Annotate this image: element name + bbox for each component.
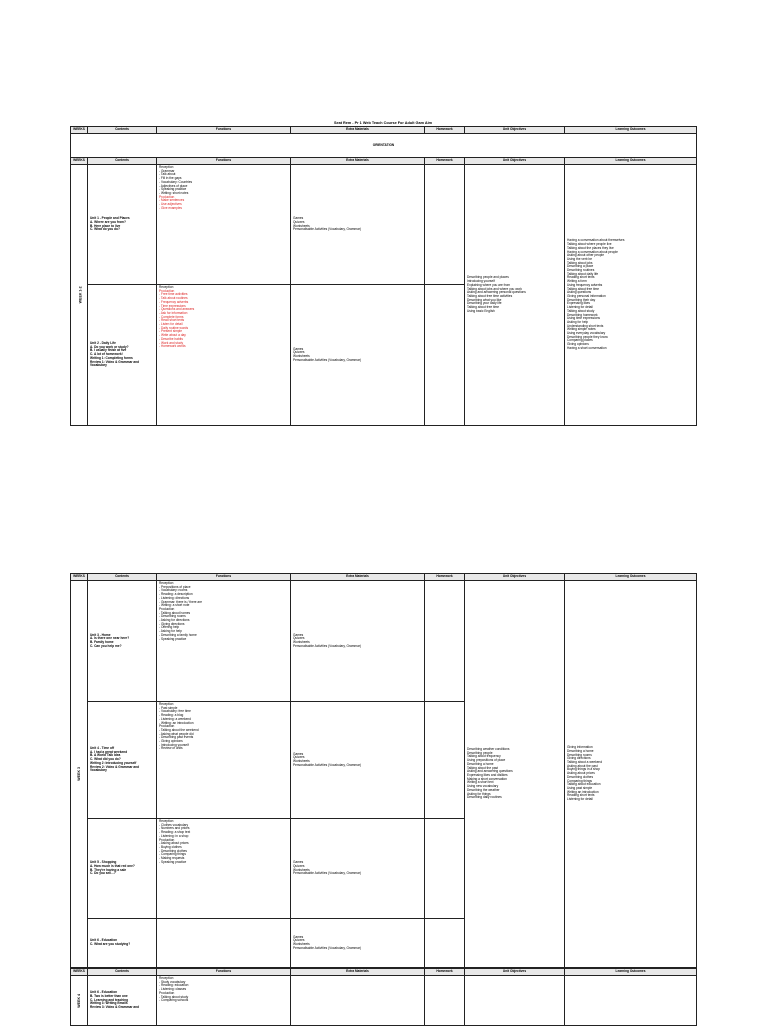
header-functions: Functions: [157, 158, 291, 165]
header-homework: Homework: [425, 158, 465, 165]
unit-contents: Unit 5 - Shopping A. How much is that red one? B. They're having a sale C. Do you sell...?: [88, 819, 157, 919]
header-learning-outcomes: Learning Outcomes: [565, 127, 697, 134]
extra-materials-cell: Games Quizzes Worksheets Personalisable Activities (Vocabulary, Grammar): [291, 581, 425, 702]
header-extra-materials: Extra Materials: [291, 127, 425, 134]
header-functions: Functions: [157, 574, 291, 581]
unit-objectives-cell: [465, 976, 565, 1026]
header-homework: Homework: [425, 969, 465, 976]
homework-cell: [425, 919, 465, 968]
homework-cell: [425, 976, 465, 1026]
unit-contents: Unit 1 - People and Places A. Where are you from? B. Here place to live C. What do you do?: [88, 165, 157, 285]
unit-objectives-cell: Describing weather conditions Describing people Talking about frequency Using prepositions of place Describing a home Talking about the past Asking and answering questions Expressing likes and dislikes Making a short conversation Writing a short text Using new vocabulary Describing the weather Asking for things Describing daily routines: [465, 581, 565, 968]
header-learning-outcomes: Learning Outcomes: [565, 158, 697, 165]
functions-cell: [157, 285, 291, 426]
functions-cell: Reception - Study vocabulary - Reading: education - Listening: classes Production - Talking about study - Comparing schools: [157, 976, 291, 1026]
week-cell: WEEK 1-2: [71, 165, 88, 426]
syllabus-table-page3: [70, 968, 697, 1026]
extra-materials-cell: Games Quizzes Worksheets Personalisable Activities (Vocabulary, Grammar): [291, 165, 425, 285]
unit-contents: Unit 2 - Daily Life A. Do you work or study? B. I usually finish at five C. A lot of homework! Writing 1: Completing forms Review 1: Video & Grammar and Vocabulary: [88, 285, 157, 426]
homework-cell: [425, 819, 465, 919]
header-homework: Homework: [425, 574, 465, 581]
header-contents: Contents: [88, 574, 157, 581]
header-contents: Contents: [88, 127, 157, 134]
week-cell: WEEK 4: [71, 976, 88, 1026]
week-cell: WEEK 3: [71, 581, 88, 968]
header-extra-materials: Extra Materials: [291, 969, 425, 976]
functions-cell: Reception - Clothes vocabulary - Numbers and prices - Reading: a shop text - Listening: in a shop Production - Asking about prices - Buying clothes - Describing clothes - Comparing things - Making requests - Speaking practice: [157, 819, 291, 919]
unit-objectives-cell: Describing people and places Introducing yourself Explaining where you are from Talking about jobs and where you work Asking and answering personal questions Talking about free time activities Describing what you like Describing your daily life Talking about free time Using basic English: [465, 165, 565, 426]
orientation-row: ORIENTATION: [71, 134, 697, 158]
header-extra-materials: Extra Materials: [291, 574, 425, 581]
functions-cell: Reception - Past simple - Vocabulary: free time - Reading: a blog - Listening: a weekend - Writing: an introduction Production - Talking about the weekend - Asking what people did - Describing past events - Giving opinions - Introducing yourself - Review of units: [157, 702, 291, 819]
syllabus-table-page1: [70, 126, 697, 426]
unit-contents: Unit 6 - Education C. What are you studying?: [88, 919, 157, 968]
document-title: Seat Rem - Pr 1 Web Teach Course For Adult Gam Aim: [333, 121, 433, 125]
extra-materials-cell: Games Quizzes Worksheets Personalisable Activities (Vocabulary, Grammar): [291, 285, 425, 426]
unit-contents: Unit 6 - Education B. Two is better than one C. Learning and teaching Writing 3: Writing Emails Review 3: Video & Grammar and: [88, 976, 157, 1026]
learning-outcomes-cell: Having a conversation about themselves Talking about where people live Talking about the places they live Having a conversation about people Asking about other people Using the verb be Talking about jobs Describing a place Describing routines Talking about daily life Reading short texts Writing a form Using frequency adverbs Talking about free time Asking questions Giving personal information Describing their day Expressing likes Listening for detail Talking about study Describing homework Using time expressions Asking for help Understanding short texts Writing simple notes Using everyday vocabulary Describing people they know Comparing places Giving opinions Having a short conversation: [565, 165, 697, 426]
extra-materials-cell: Games Quizzes Worksheets Personalisable Activities (Vocabulary, Grammar): [291, 819, 425, 919]
extra-materials-cell: Games Quizzes Worksheets Personalisable Activities (Vocabulary, Grammar): [291, 919, 425, 968]
extra-materials-cell: [291, 976, 425, 1026]
header-unit-objectives: Unit Objectives: [465, 127, 565, 134]
unit-contents: Unit 3 - Home A. Is there one near here? B. Family home C. Can you help me?: [88, 581, 157, 702]
header-weeks: WEEKS: [71, 127, 88, 134]
learning-outcomes-cell: [565, 976, 697, 1026]
extra-materials-cell: Games Quizzes Worksheets Personalisable Activities (Vocabulary, Grammar): [291, 702, 425, 819]
homework-cell: [425, 581, 465, 702]
header-contents: Contents: [88, 969, 157, 976]
header-unit-objectives: Unit Objectives: [465, 158, 565, 165]
functions-cell: Reception - Prepositions of place - Vocabulary: rooms - Reading: a description - Listening: directions - Grammar: there is / there are - Writing: a short note Production - Talking about homes - Describing rooms - Asking for directions - Giving directions - Offering help - Asking for help - Describing a family home - Speaking practice: [157, 581, 291, 702]
learning-outcomes-cell: Giving information Describing a home Describing rooms Giving directions Talking about a weekend Asking about the past Buying things in a shop Asking about prices Describing clothes Comparing things Talking about education Using past simple Writing an introduction Reading short texts Listening for detail: [565, 581, 697, 968]
functions-production: Production - Make sentences - Use adjectives - Give examples: [159, 194, 185, 210]
header-extra-materials: Extra Materials: [291, 158, 425, 165]
header-contents: Contents: [88, 158, 157, 165]
header-homework: Homework: [425, 127, 465, 134]
functions-reception: Reception - Grammar - Talk about - Fill in the gaps - Vocabulary: Countries - Adjectives of place - Speaking practice - Writing: short notes: [159, 165, 193, 195]
functions-cell: [157, 919, 291, 968]
functions-reception: Reception: [159, 285, 174, 289]
header-functions: Functions: [157, 969, 291, 976]
header-learning-outcomes: Learning Outcomes: [565, 969, 697, 976]
header-weeks: WEEKS: [71, 158, 88, 165]
homework-cell: [425, 285, 465, 426]
homework-cell: [425, 702, 465, 819]
unit-contents: Unit 4 - Time off A. I had a great weekend B. A World Talk Idea C. What did you do? Writing 2: Introducing yourself Review 2: Video & Grammar and Vocabulary: [88, 702, 157, 819]
header-weeks: WEEKS: [71, 969, 88, 976]
homework-cell: [425, 165, 465, 285]
header-unit-objectives: Unit Objectives: [465, 574, 565, 581]
syllabus-table-page2: [70, 573, 697, 968]
functions-cell: [157, 165, 291, 285]
header-weeks: WEEKS: [71, 574, 88, 581]
header-functions: Functions: [157, 127, 291, 134]
functions-production: Production - Free time activities - Talk about routines - Frequency adverbs - Time expressions - Questions and answers - Ask for information - Complete forms - Read short texts - Listen for detail - Daily routine words - Present simple - Write about a day - Describe habits - Work and study - Homework words: [159, 288, 195, 349]
header-learning-outcomes: Learning Outcomes: [565, 574, 697, 581]
header-unit-objectives: Unit Objectives: [465, 969, 565, 976]
